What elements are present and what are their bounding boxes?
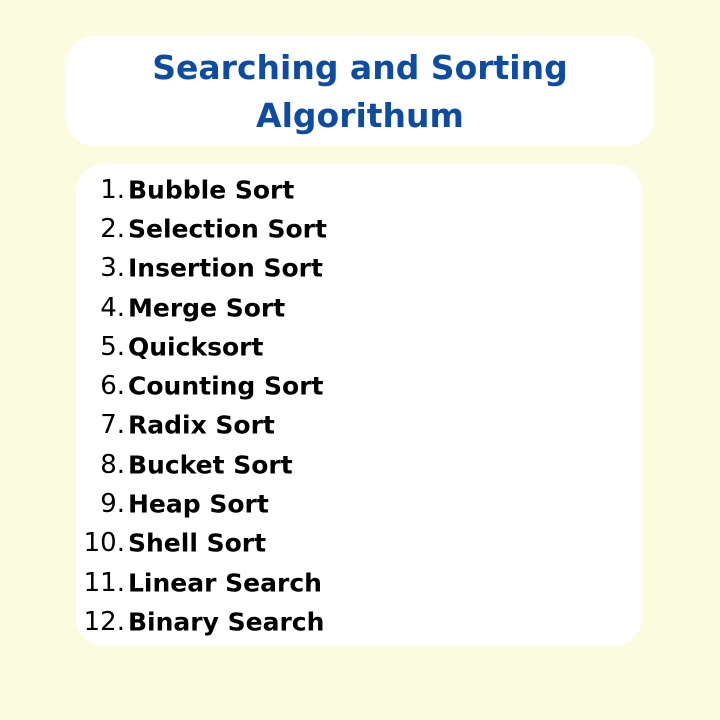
item-number: 12. [83, 606, 125, 637]
item-number: 2. [100, 213, 125, 244]
item-name: Counting Sort [128, 371, 324, 401]
item-number: 7. [100, 410, 125, 441]
list-item [76, 524, 642, 563]
list-item [76, 406, 642, 445]
list-item [76, 170, 642, 209]
item-name: Binary Search [128, 607, 325, 637]
item-number: 1. [100, 174, 125, 205]
algorithm-list-card [76, 164, 642, 646]
item-name: Linear Search [128, 568, 322, 598]
item-number: 8. [100, 449, 125, 480]
item-number: 4. [100, 292, 125, 323]
list-item [76, 249, 642, 288]
item-name: Heap Sort [128, 489, 269, 519]
title-line-1: Searching and Sorting [152, 48, 568, 87]
list-item [76, 563, 642, 602]
item-name: Quicksort [128, 332, 264, 362]
item-number: 6. [100, 371, 125, 402]
list-item [76, 366, 642, 405]
list-item [76, 288, 642, 327]
item-number: 11. [83, 567, 125, 598]
item-number: 5. [100, 331, 125, 362]
list-item [76, 445, 642, 484]
title-line-2: Algorithum [256, 96, 464, 135]
item-name: Bucket Sort [128, 450, 293, 480]
list-item [76, 484, 642, 523]
list-item [76, 209, 642, 248]
item-name: Merge Sort [128, 293, 286, 323]
item-name: Insertion Sort [128, 253, 323, 283]
list-item [76, 327, 642, 366]
item-number: 10. [83, 528, 125, 559]
title-card [66, 36, 654, 146]
item-number: 9. [100, 489, 125, 520]
item-name: Radix Sort [128, 410, 275, 440]
item-name: Shell Sort [128, 528, 267, 558]
item-name: Selection Sort [128, 214, 327, 244]
item-number: 3. [100, 253, 125, 284]
item-name: Bubble Sort [128, 175, 295, 205]
algorithm-list [76, 170, 642, 642]
list-item [76, 602, 642, 641]
